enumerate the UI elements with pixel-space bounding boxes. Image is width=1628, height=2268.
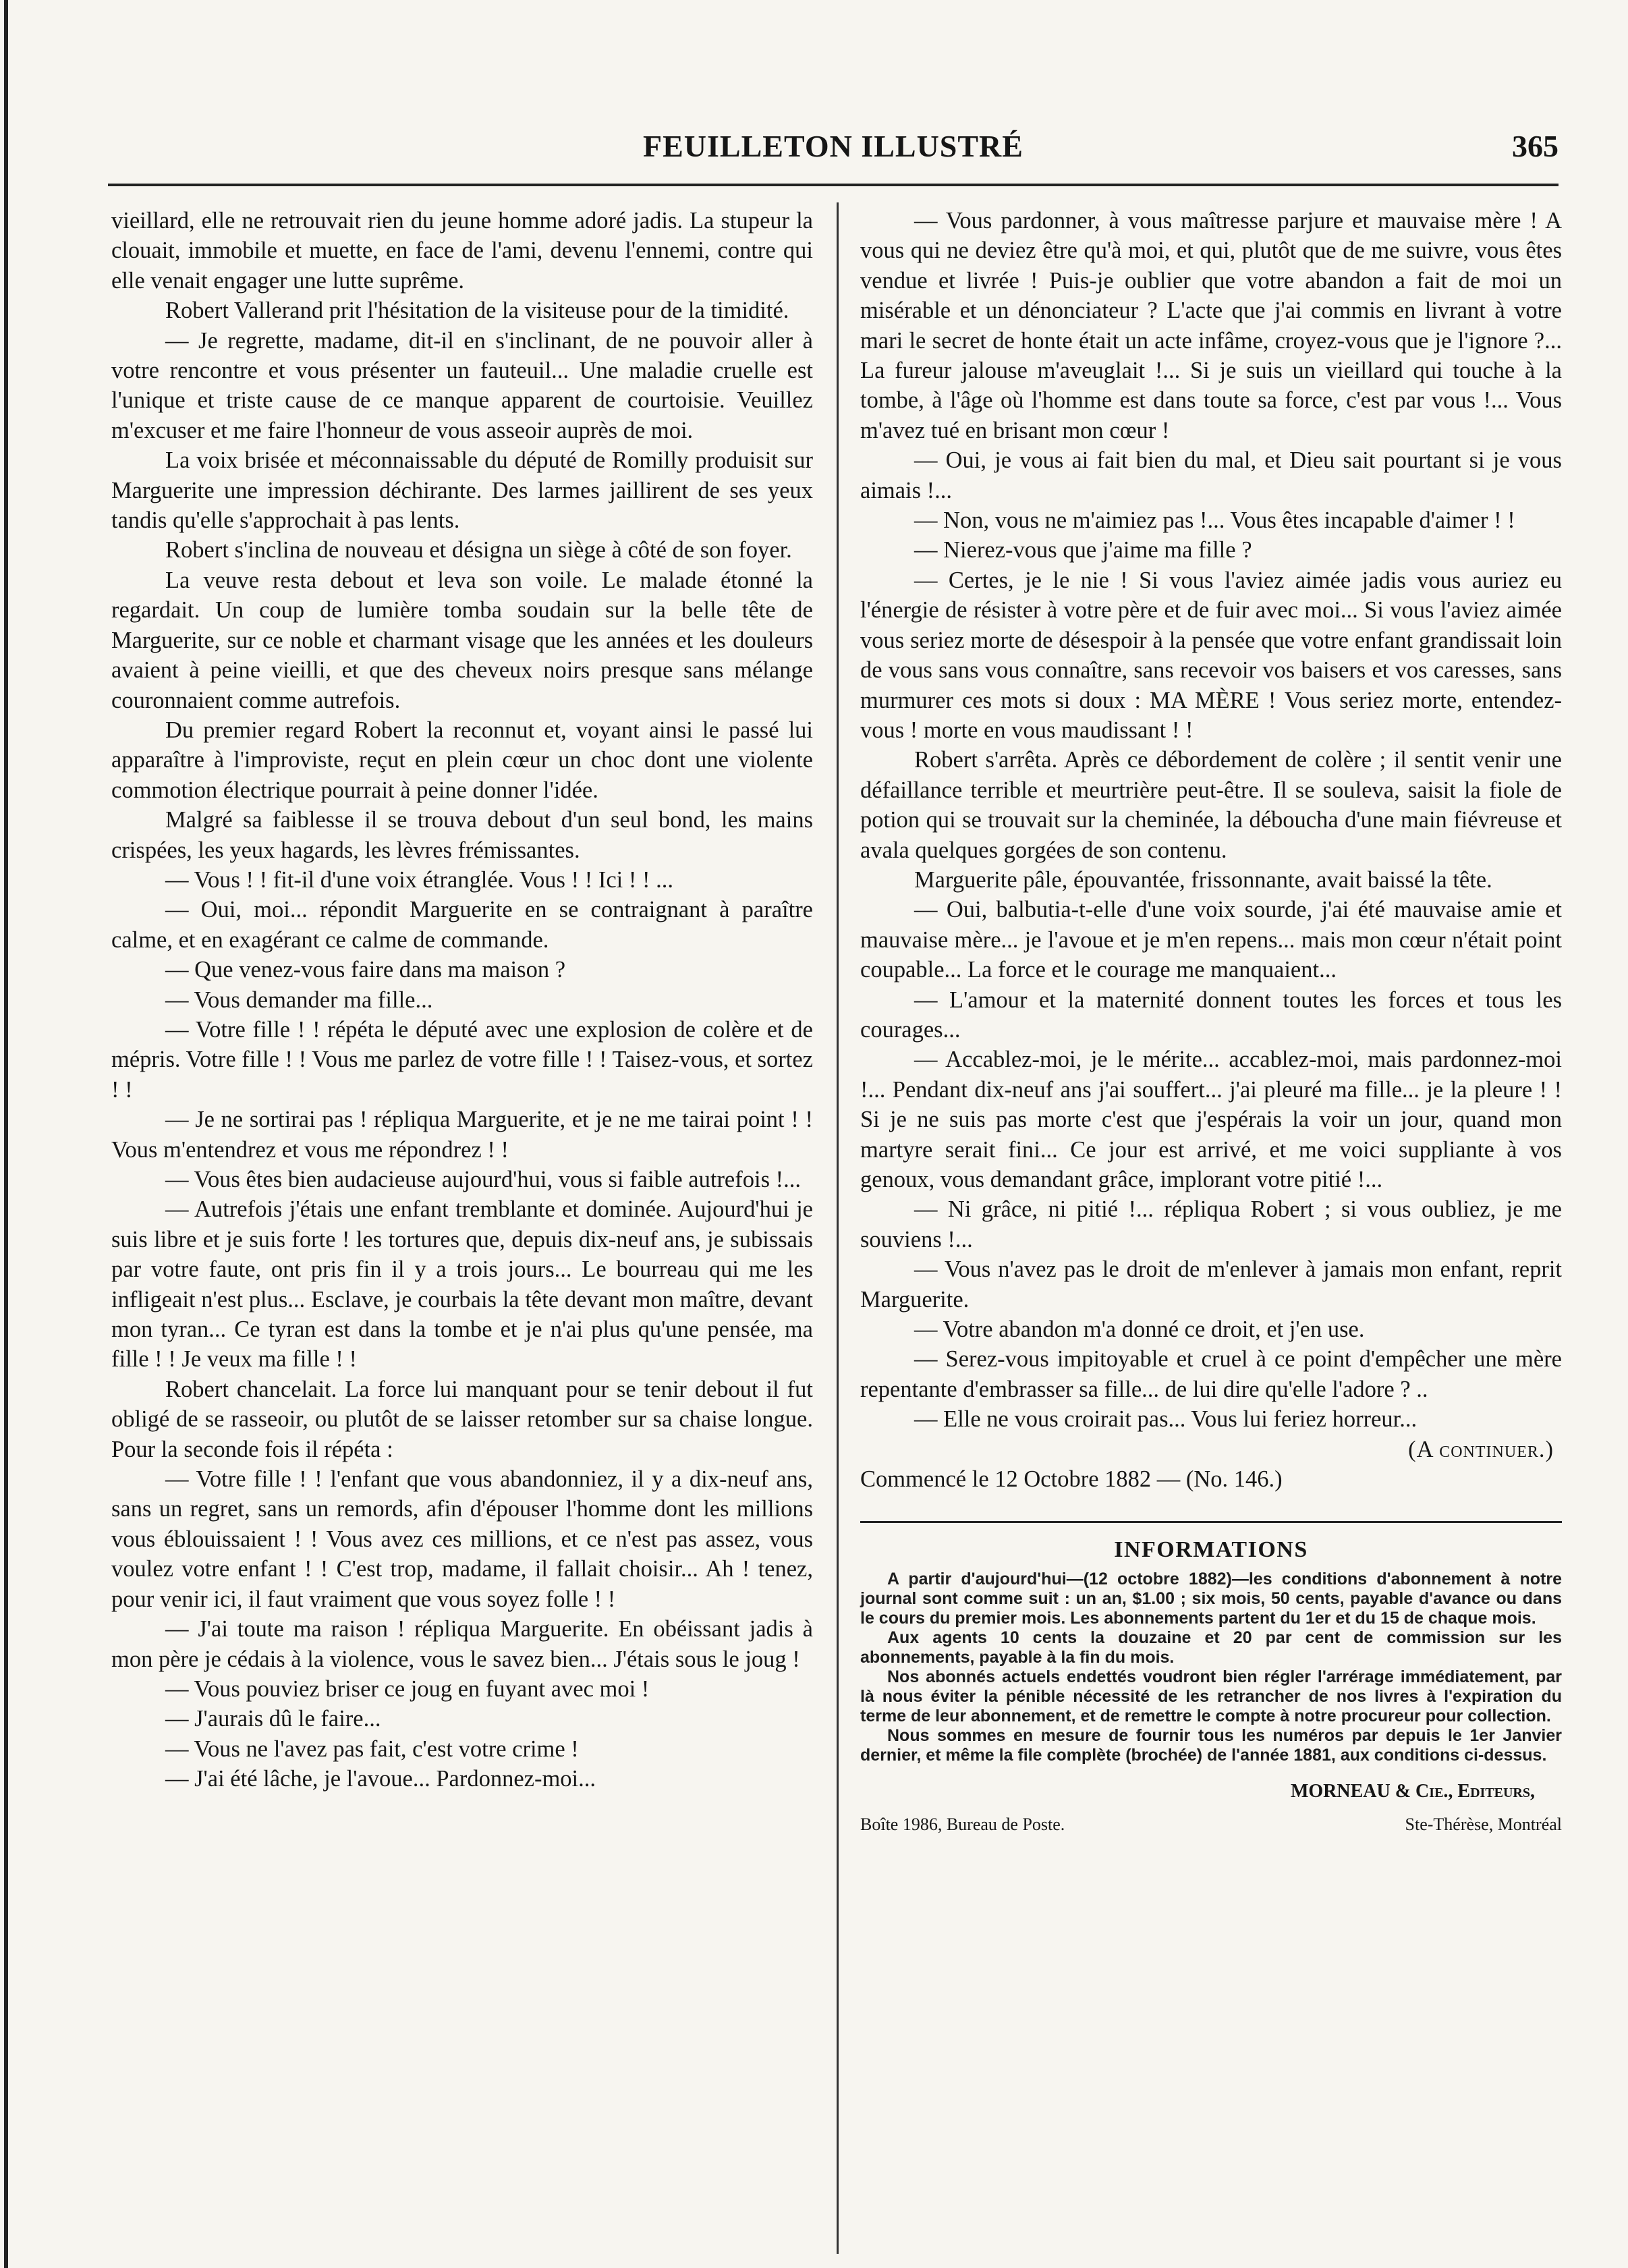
paragraph: — Vous ne l'avez pas fait, c'est votre crime ! (165, 1736, 579, 1762)
paragraph: — Serez-vous impitoyable et cruel à ce point d'empêcher une mère repentante d'embrasser sa fille... de lui dire qu'elle l'adore ? .. (860, 1346, 1562, 1402)
paragraph: Robert s'arrêta. Après ce débordement de colère ; il sentit venir une défaillance terrible et meurtrière peut-être. Il se souleva, saisit la fiole de potion qui se trouvait sur la cheminée, la déboucha d'une main fiévreuse et avala quelques gorgées de son contenu. (860, 747, 1562, 863)
informations-paragraph: Nous sommes en mesure de fournir tous les numéros par depuis le 1er Janvier dernier, et même la file complète (brochée) de l'année 1881, aux conditions ci-dessus. (860, 1725, 1562, 1765)
paragraph: — Autrefois j'étais une enfant tremblante et dominée. Aujourd'hui je suis libre et je suis forte ! les tortures que, depuis dix-neuf ans, je subissais par votre faute, ont pris fin il y a trois jours... Le bourreau qui me les infligeait n'est plus... Esclave, je courbais la tête devant mon maître, devant mon tyran... Ce tyran est dans la tombe et je n'ai plus qu'une pensée, ma fille ! ! Je veux ma fille ! ! (111, 1196, 813, 1373)
paragraph: — Vous n'avez pas le droit de m'enlever à jamais mon enfant, reprit Marguerite. (860, 1256, 1562, 1312)
publisher-address (860, 1814, 1562, 1835)
page-title: FEUILLETON ILLUSTRÉ (643, 129, 1023, 163)
paragraph: — Je ne sortirai pas ! répliqua Marguerite, et je ne me tairai point ! ! Vous m'entendrez et vous me répondrez ! ! (111, 1107, 813, 1163)
publisher-city: Ste-Thérèse, Montréal (1405, 1814, 1562, 1834)
informations-title: INFORMATIONS (1114, 1537, 1308, 1563)
paragraph: — Ni grâce, ni pitié !... répliqua Robert ; si vous oubliez, je me souviens !... (860, 1196, 1562, 1252)
column-divider (837, 202, 839, 2254)
right-column (860, 206, 1562, 1835)
paragraph: — L'amour et la maternité donnent toutes les forces et tous les courages... (860, 987, 1562, 1043)
box-address: Boîte 1986, Bureau de Poste. (860, 1814, 1065, 1834)
paragraph: Robert chancelait. La force lui manquant pour se tenir debout il fut obligé de se rasseoir, ou plutôt de se laisser retomber sur sa chaise longue. Pour la seconde fois il répéta : (111, 1376, 813, 1462)
paragraph: — Certes, je le nie ! Si vous l'aviez aimée jadis vous auriez eu l'énergie de résister à votre père et de fuir avec moi... Si vous l'aviez aimée vous seriez morte de désespoir à la pensée que votre enfant grandissait loin de vous sans vous connaître, sans recevoir vos baisers et vos caresses, sans murmurer ces mots si doux : MA MÈRE ! Vous seriez morte, entendez-vous ! morte en vous maudissant ! ! (860, 567, 1562, 743)
paragraph: Malgré sa faiblesse il se trouva debout d'un seul bond, les mains crispées, les yeux hagards, les lèvres frémissantes. (111, 807, 813, 863)
right-column-paragraphs (860, 206, 1562, 1435)
paragraph: — J'ai toute ma raison ! répliqua Marguerite. En obéissant jadis à mon père je cédais à la violence, vous le savez bien... J'étais sous le joug ! (111, 1616, 813, 1672)
header-rule (108, 184, 1559, 186)
paragraph: — Oui, je vous ai fait bien du mal, et Dieu sait pourtant si je vous aimais !... (860, 447, 1562, 503)
paragraph: — Non, vous ne m'aimiez pas !... Vous êtes incapable d'aimer ! ! (914, 507, 1515, 534)
publisher-name: MORNEAU & Cie., Editeurs, (1290, 1780, 1535, 1802)
informations-top-rule (860, 1521, 1562, 1523)
page-number: 365 (1512, 129, 1559, 163)
informations-box (860, 1535, 1562, 1835)
paragraph: vieillard, elle ne retrouvait rien du jeune homme adoré jadis. La stupeur la clouait, immobile et muette, en face de l'ami, devenu l'ennemi, contre qui elle venait engager une lutte suprême. (111, 208, 813, 294)
paragraph: — Que venez-vous faire dans ma maison ? (165, 957, 566, 983)
paragraph: — Accablez-moi, je le mérite... accablez-moi, mais pardonnez-moi !... Pendant dix-neuf ans j'ai souffert... j'ai pleuré ma fille... je la pleure ! ! Si je ne suis pas morte c'est que j'espérais la voir un jour, quand mon martyre serait fini... Ce jour est arrivé, et me voici suppliante à vos genoux, vous demandant grâce, implorant votre pitié !... (860, 1047, 1562, 1192)
paragraph: — Votre fille ! ! répéta le député avec une explosion de colère et de mépris. Votre fille ! ! Vous me parlez de votre fille ! ! Taisez-vous, et sortez ! ! (111, 1016, 813, 1103)
paragraph: — Votre abandon m'a donné ce droit, et j'en use. (914, 1317, 1365, 1343)
paragraph: — Votre fille ! ! l'enfant que vous abandonniez, il y a dix-neuf ans, sans un regret, sans un remords, afin d'épouser l'homme dont les millions vous éblouissaient ! ! Vous avez ces millions, et ce n'est pas assez, vous voulez votre enfant ! ! C'est trop, madame, il fallait choisir... Ah ! tenez, pour venir ici, il faut vraiment que vous soyez folle ! ! (111, 1466, 813, 1612)
paragraph: — Oui, balbutia-t-elle d'une voix sourde, j'ai été mauvaise amie et mauvaise mère... je l'avoue et je m'en repens... mais mon cœur n'était point coupable... La force et le courage me manquaient... (860, 897, 1562, 983)
paragraph: — Elle ne vous croirait pas... Vous lui feriez horreur... (914, 1406, 1418, 1433)
paragraph: Du premier regard Robert la reconnut et, voyant ainsi le passé lui apparaître à l'improviste, reçut en plein cœur un choc dont une violente commotion électrique pourrait à peine donner l'idée. (111, 717, 813, 803)
paragraph: — Je regrette, madame, dit-il en s'inclinant, de ne pouvoir aller à votre rencontre et vous présenter un fauteuil... Une maladie cruelle est l'unique et triste cause de ce manque apparent de courtoisie. Veuillez m'excuser et me faire l'honneur de vous asseoir auprès de moi. (111, 327, 813, 443)
informations-paragraph: A partir d'aujourd'hui—(12 octobre 1882)—les conditions d'abonnement à notre journal sont comme suit : un an, $1.00 ; six mois, 50 cents, payable d'avance ou dans le cours du premier mois. Les abonnements partent du 1er et du 15 de chaque mois. (860, 1569, 1562, 1628)
paragraph: — Vous êtes bien audacieuse aujourd'hui, vous si faible autrefois !... (165, 1167, 801, 1192)
paragraph: — Oui, moi... répondit Marguerite en se contraignant à paraître calme, et en exagérant ce calme de commande. (111, 897, 813, 953)
paragraph: Marguerite pâle, épouvantée, frissonnante, avait baissé la tête. (914, 866, 1492, 893)
paragraph: — Vous demander ma fille... (165, 987, 433, 1013)
paragraph: — Nierez-vous que j'aime ma fille ? (914, 537, 1252, 563)
paragraph: — Vous pouviez briser ce joug en fuyant avec moi ! (165, 1676, 650, 1702)
informations-paragraph: Aux agents 10 cents la douzaine et 20 par cent de commission sur les abonnements, payable à la fin du mois. (860, 1628, 1562, 1667)
informations-paragraph: Nos abonnés actuels endettés voudront bien régler l'arrérage immédiatement, par là nous éviter la pénible nécessité de les retrancher de nos livres à l'expiration du terme de leur abonnement, et de remettre le compte à notre procureur pour collection. (860, 1667, 1562, 1725)
continuation-label: (A continuer.) (1408, 1436, 1554, 1462)
left-column (111, 206, 813, 1794)
paragraph: — Vous pardonner, à vous maîtresse parjure et mauvaise mère ! A vous qui ne deviez être qu'à moi, et qui, plutôt que de me suivre, vous êtes vendue et livrée ! Puis-je oublier que votre abandon a fait de moi un misérable et un dénonciateur ? L'acte que j'ai commis en livrant à votre mari le secret de honte était un acte infâme, croyez-vous que je l'ignore ?... La fureur jalouse m'aveuglait !... Si je suis un vieillard qui touche à la tombe, à l'âge où l'homme est dans toute sa force, c'est par vous !... Vous m'avez tué en brisant mon cœur ! (860, 208, 1562, 443)
paragraph: — Vous ! ! fit-il d'une voix étranglée. Vous ! ! Ici ! ! ... (165, 866, 673, 893)
started-line: Commencé le 12 Octobre 1882 — (No. 146.) (860, 1466, 1283, 1493)
paragraph: Robert s'inclina de nouveau et désigna un siège à côté de son foyer. (165, 537, 792, 563)
paragraph: Robert Vallerand prit l'hésitation de la visiteuse pour de la timidité. (165, 298, 789, 324)
page-header (108, 128, 1559, 169)
paragraph: — J'ai été lâche, je l'avoue... Pardonnez-moi... (165, 1766, 596, 1792)
left-edge-rule (4, 0, 8, 2268)
paragraph: La veuve resta debout et leva son voile. Le malade étonné la regardait. Un coup de lumière tomba soudain sur la belle tête de Marguerite, sur ce noble et charmant visage que les années et les douleurs avaient à peine vieilli, et que des cheveux noirs presque sans mélange couronnaient comme autrefois. (111, 567, 813, 713)
paragraph: La voix brisée et méconnaissable du député de Romilly produisit sur Marguerite une impression déchirante. Des larmes jaillirent de ses yeux tandis qu'elle s'approchait à pas lents. (111, 447, 813, 534)
paragraph: — J'aurais dû le faire... (165, 1706, 381, 1732)
